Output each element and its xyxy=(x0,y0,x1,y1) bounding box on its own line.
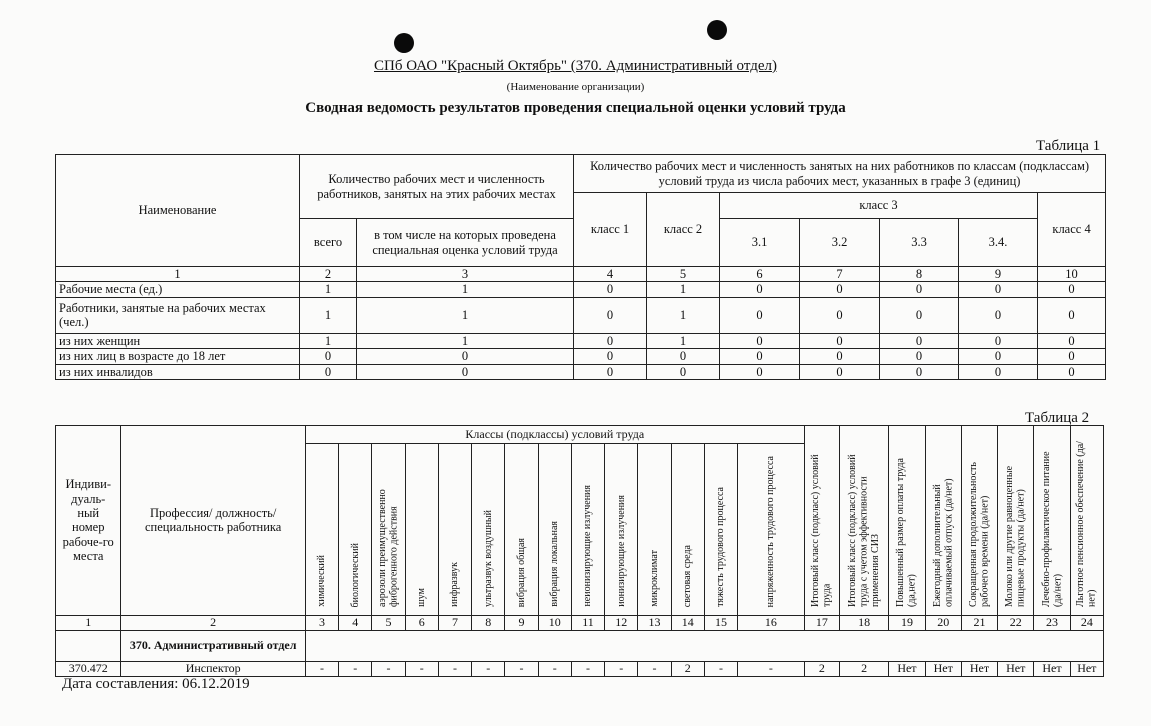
factor-header xyxy=(571,444,604,616)
header-classes-group: Классы (подклассы) условий труда xyxy=(305,426,804,444)
organization-caption: (Наименование организации) xyxy=(506,81,645,93)
profession-cell: Инспектор xyxy=(121,661,305,676)
header-sub33: 3.3 xyxy=(880,219,959,267)
factor-header xyxy=(638,444,671,616)
punch-hole-mark xyxy=(707,20,727,40)
value-cell: 1 xyxy=(647,333,720,348)
column-number: 8 xyxy=(472,615,505,630)
header-name: Наименование xyxy=(56,155,300,267)
value-cell: 2 xyxy=(671,661,704,676)
value-cell: Нет xyxy=(1070,661,1103,676)
value-cell: 0 xyxy=(357,364,574,379)
summary-header xyxy=(998,426,1034,616)
value-cell: 0 xyxy=(574,297,647,333)
value-cell: 0 xyxy=(800,349,880,364)
table-row xyxy=(56,364,1106,379)
table1-body xyxy=(56,282,1106,380)
value-cell: 1 xyxy=(300,282,357,297)
value-cell: 0 xyxy=(300,349,357,364)
column-number: 7 xyxy=(800,267,880,282)
organization-name: СПб ОАО "Красный Октябрь" (370. Административный отдел) xyxy=(373,58,777,74)
value-cell: 0 xyxy=(574,349,647,364)
factor-label: инфразвук xyxy=(449,562,461,607)
header-class4: класс 4 xyxy=(1038,193,1106,267)
value-cell: 0 xyxy=(1038,333,1106,348)
column-number: 4 xyxy=(339,615,372,630)
factor-label: неионизирующие излучения xyxy=(582,485,594,607)
column-number: 3 xyxy=(357,267,574,282)
factor-label: вибрация общая xyxy=(515,537,527,607)
value-cell: Нет xyxy=(889,661,925,676)
value-cell: 0 xyxy=(574,333,647,348)
factor-header xyxy=(339,444,372,616)
factor-label: аэрозоли преимущественно фиброгенного действия xyxy=(377,489,400,607)
value-cell: 0 xyxy=(800,297,880,333)
value-cell: 0 xyxy=(880,364,959,379)
header-class2: класс 2 xyxy=(647,193,720,267)
header-sub34: 3.4. xyxy=(959,219,1038,267)
column-number: 2 xyxy=(121,615,305,630)
summary-label: Молоко или другие равноценные пищевые продукты (да/нет) xyxy=(1004,465,1027,607)
column-number: 15 xyxy=(704,615,737,630)
punch-hole-mark xyxy=(394,33,414,53)
table-row xyxy=(56,349,1106,364)
value-cell: 0 xyxy=(574,282,647,297)
value-cell: Нет xyxy=(998,661,1034,676)
factor-header xyxy=(405,444,438,616)
table1-caption: Таблица 1 xyxy=(1036,138,1101,154)
column-number: 8 xyxy=(880,267,959,282)
factor-header xyxy=(372,444,405,616)
column-number: 22 xyxy=(998,615,1034,630)
value-cell: 1 xyxy=(647,282,720,297)
value-cell: 0 xyxy=(720,282,800,297)
column-number: 6 xyxy=(405,615,438,630)
value-cell: 0 xyxy=(647,349,720,364)
value-cell: 0 xyxy=(647,364,720,379)
header-id: Индиви-дуаль-ный номер рабоче-го места xyxy=(56,426,121,616)
workplace-table xyxy=(55,425,1104,677)
value-cell: - xyxy=(339,661,372,676)
value-cell: 0 xyxy=(720,333,800,348)
factor-header xyxy=(738,444,805,616)
compiled-date: Дата составления: 06.12.2019 xyxy=(62,676,250,692)
summary-label: Сокращенная продолжительность рабочего времени (да/нет) xyxy=(967,462,991,607)
summary-header xyxy=(804,426,839,616)
value-cell: 1 xyxy=(300,297,357,333)
summary-label: Ежегодный дополнительный оплачиваемый отпуск (да/нет) xyxy=(931,478,955,607)
row-label: Рабочие места (ед.) xyxy=(56,282,300,297)
summary-header xyxy=(889,426,925,616)
value-cell: 0 xyxy=(720,349,800,364)
factor-label: химический xyxy=(316,555,328,607)
value-cell: 2 xyxy=(839,661,888,676)
factor-header xyxy=(505,444,538,616)
column-number: 4 xyxy=(574,267,647,282)
value-cell: - xyxy=(638,661,671,676)
summary-label: Итоговый класс (подкласс) условий труда xyxy=(810,454,833,607)
value-cell: - xyxy=(571,661,604,676)
value-cell: 0 xyxy=(1038,364,1106,379)
value-cell: - xyxy=(405,661,438,676)
factor-label: вибрация локальная xyxy=(549,521,560,607)
value-cell: 1 xyxy=(357,333,574,348)
summary-header xyxy=(961,426,997,616)
factor-label: шум xyxy=(416,588,427,607)
section-spacer xyxy=(56,630,121,661)
row-label: из них лиц в возрасте до 18 лет xyxy=(56,349,300,364)
column-number: 21 xyxy=(961,615,997,630)
value-cell: 0 xyxy=(300,364,357,379)
factor-label: ультразвук воздушный xyxy=(482,510,494,607)
value-cell: 0 xyxy=(959,282,1038,297)
value-cell: 0 xyxy=(959,364,1038,379)
row-label: Работники, занятые на рабочих местах (чел.) xyxy=(56,297,300,333)
value-cell: - xyxy=(505,661,538,676)
header-class3: класс 3 xyxy=(720,193,1038,219)
table-row xyxy=(56,661,1104,676)
column-number: 3 xyxy=(305,615,338,630)
value-cell: - xyxy=(438,661,471,676)
value-cell: 1 xyxy=(647,297,720,333)
table2-caption: Таблица 2 xyxy=(1025,410,1090,426)
factor-label: тяжесть трудового процесса xyxy=(715,487,727,607)
column-number: 19 xyxy=(889,615,925,630)
factor-header xyxy=(438,444,471,616)
column-number: 17 xyxy=(804,615,839,630)
column-number: 1 xyxy=(56,267,300,282)
document-title: Сводная ведомость результатов проведения специальной оценки условий труда xyxy=(305,100,846,116)
summary-label: Льготное пенсионное обеспечение (да/нет) xyxy=(1075,441,1098,607)
column-number: 24 xyxy=(1070,615,1103,630)
factor-label: микроклимат xyxy=(648,550,660,607)
column-number: 16 xyxy=(738,615,805,630)
value-cell: - xyxy=(738,661,805,676)
column-number: 18 xyxy=(839,615,888,630)
header-sub31: 3.1 xyxy=(720,219,800,267)
column-number: 5 xyxy=(647,267,720,282)
header-workplaces-group: Количество рабочих мест и численность работников, занятых на этих рабочих местах xyxy=(300,155,574,219)
summary-header xyxy=(1034,426,1070,616)
value-cell: 0 xyxy=(959,333,1038,348)
table-row xyxy=(56,333,1106,348)
factor-header xyxy=(605,444,638,616)
column-number: 5 xyxy=(372,615,405,630)
row-label: из них женщин xyxy=(56,333,300,348)
value-cell: Нет xyxy=(925,661,961,676)
factor-header xyxy=(704,444,737,616)
header-profession: Профессия/ должность/ специальность работника xyxy=(121,426,305,616)
value-cell: 0 xyxy=(800,333,880,348)
column-number: 12 xyxy=(605,615,638,630)
column-number: 10 xyxy=(1038,267,1106,282)
value-cell: 0 xyxy=(1038,282,1106,297)
header-classes-group: Количество рабочих мест и численность занятых на них работников по классам (подклассам) условий труда из числа рабочих мест, указанных в графе 3 (единиц) xyxy=(574,155,1106,193)
column-number: 1 xyxy=(56,615,121,630)
header-assessed: в том числе на которых проведена специальная оценка условий труда xyxy=(357,219,574,267)
column-number: 20 xyxy=(925,615,961,630)
factor-header xyxy=(472,444,505,616)
summary-header xyxy=(1070,426,1103,616)
value-cell: 1 xyxy=(357,297,574,333)
summary-label: Итоговый класс (подкласс) условий труда с учетом эффективности применения СИЗ xyxy=(846,454,881,607)
value-cell: 0 xyxy=(880,349,959,364)
value-cell: Нет xyxy=(1034,661,1070,676)
column-number: 14 xyxy=(671,615,704,630)
factor-label: световая среда xyxy=(682,544,693,607)
value-cell: 0 xyxy=(880,282,959,297)
factor-label: ионизирующие излучения xyxy=(615,495,627,607)
table-row xyxy=(56,297,1106,333)
row-label: из них инвалидов xyxy=(56,364,300,379)
column-number: 2 xyxy=(300,267,357,282)
factor-header xyxy=(305,444,338,616)
value-cell: 0 xyxy=(1038,297,1106,333)
value-cell: 0 xyxy=(959,349,1038,364)
column-number: 6 xyxy=(720,267,800,282)
summary-label: Лечебно-профилактическое питание (да/нет) xyxy=(1040,451,1063,607)
value-cell: - xyxy=(538,661,571,676)
value-cell: - xyxy=(372,661,405,676)
header-class1: класс 1 xyxy=(574,193,647,267)
summary-label: Повышенный размер оплаты труда (да,нет) xyxy=(895,458,918,607)
column-number: 11 xyxy=(571,615,604,630)
value-cell: 1 xyxy=(357,282,574,297)
factor-header xyxy=(538,444,571,616)
value-cell: 2 xyxy=(804,661,839,676)
value-cell: - xyxy=(704,661,737,676)
header-sub32: 3.2 xyxy=(800,219,880,267)
workplace-id: 370.472 xyxy=(56,661,121,676)
value-cell: Нет xyxy=(961,661,997,676)
column-numbers-row xyxy=(56,615,1104,630)
header-total: всего xyxy=(300,219,357,267)
value-cell: 0 xyxy=(800,364,880,379)
value-cell: 1 xyxy=(300,333,357,348)
column-number: 23 xyxy=(1034,615,1070,630)
summary-header xyxy=(925,426,961,616)
factor-label: напряженность трудового процесса xyxy=(765,455,777,607)
section-fill xyxy=(305,630,1103,661)
value-cell: 0 xyxy=(574,364,647,379)
factor-header xyxy=(671,444,704,616)
column-number: 9 xyxy=(505,615,538,630)
section-title: 370. Административный отдел xyxy=(121,630,305,661)
value-cell: - xyxy=(605,661,638,676)
value-cell: - xyxy=(305,661,338,676)
column-number: 13 xyxy=(638,615,671,630)
value-cell: - xyxy=(472,661,505,676)
summary-header xyxy=(839,426,888,616)
value-cell: 0 xyxy=(720,297,800,333)
value-cell: 0 xyxy=(880,297,959,333)
column-number: 9 xyxy=(959,267,1038,282)
column-number: 10 xyxy=(538,615,571,630)
column-number: 7 xyxy=(438,615,471,630)
value-cell: 0 xyxy=(800,282,880,297)
column-numbers-row xyxy=(56,267,1106,282)
value-cell: 0 xyxy=(720,364,800,379)
value-cell: 0 xyxy=(1038,349,1106,364)
value-cell: 0 xyxy=(959,297,1038,333)
value-cell: 0 xyxy=(880,333,959,348)
value-cell: 0 xyxy=(357,349,574,364)
table-row xyxy=(56,282,1106,297)
factor-label: биологический xyxy=(349,542,361,607)
summary-table xyxy=(55,154,1106,380)
